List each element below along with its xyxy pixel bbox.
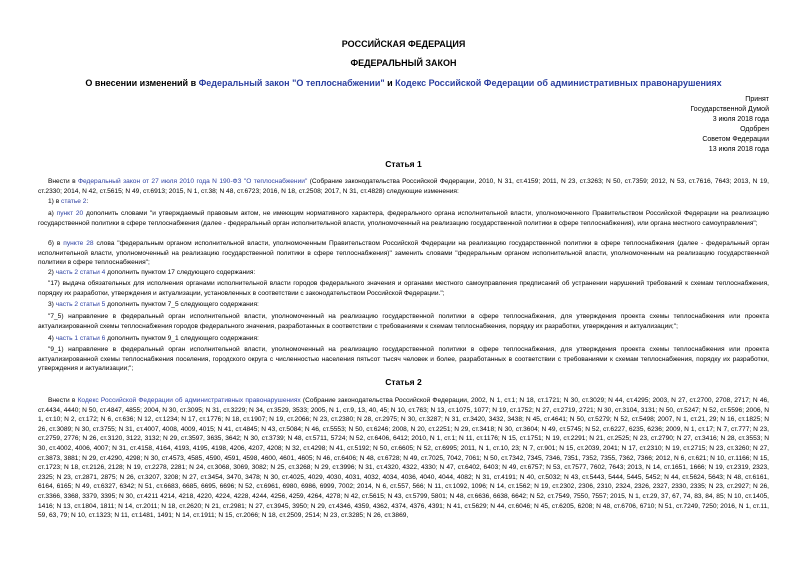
link-heat-supply-law[interactable]: Федеральный закон "О теплоснабжении" [198,78,385,88]
link-point-20[interactable]: пункт 20 [56,210,84,217]
text: 2) [48,269,56,276]
text: слова "федеральным органом исполнительной власти, уполномоченным Правительством Российской Федерации на реализацию государственной политики в сфере теплоснабжения (далее - федеральный орган исполнительной власти, уполномоченный на реализацию государственной политики в сфере теплоснабжения)" заменить словами "федеральным органом исполнительной власти, уполномоченным на реализацию государственной политики в сфере теплоснабжения"; [38,240,770,267]
link-part2-article4[interactable]: часть 2 статьи 4 [55,269,106,276]
link-part2-article5[interactable]: часть 2 статьи 5 [55,301,106,308]
article1-paragraph [38,197,769,207]
link-law-190[interactable]: Федеральный закон от 27 июля 2010 года N 190-ФЗ "О теплоснабжении" [78,178,308,185]
text: дополнить словами "и утверждаемый правовым актом, не имеющим нормативного характера, федерального органа исполнительной власти, уполномоченного Правительством Российской Федерации на реализацию государственной политики в сфере теплоснабжения (далее - федеральный орган исполнительной власти, уполномоченный на реализацию государственной политики в сфере теплоснабжения), или органа местного самоуправления"; [38,210,769,227]
text: (Собрание законодательства Российской Федерации, 2002, N 1, ст.1; N 18, ст.1721; N 30, ст.3029; N 44, ст.4295; 2003, N 27, ст.2700, 2708, 2717; N 46, ст.4434, 4440; N 50, ст.4847, 4855; 2004, N 30, ст.3095; N 31, ст.3229; N 34, ст.3529, 3533; 2005, N 1, ст.9, 13, 40, 45; N 10, ст.763; N 13, ст.1075, 1077; N 19, ст.1752; N 27, ст.2719, 2721; N 30, ст.3104, 3131; N 50, ст.5247; N 52, ст.5596; 2006, N 1, ст.10; N 2, ст.172; N 6, ст.636; N 12, ст.1234; N 17, ст.1776; N 18, ст.1907; N 19, ст.2066; N 23, ст.2380; N 28, ст.2975; N 30, ст.3287; N 31, ст.3420, 3432, 3438; N 45, ст.4641; N 50, ст.5279; N 52, ст.5498; 2007, N 1, ст.21, 29; N 16, ст.1825; N 26, ст.3089; N 30, ст.3755; N 31, ст.4007, 4008, 4009, 4015; N 41, ст.4845; N 43, ст.5084; N 46, ст.5553; N 50, ст.6246; 2008, N 20, ст.2251; N 29, ст.3418; N 30, ст.3604; N 49, ст.5745; N 52, ст.6227, 6235, 6236; 2009, N 1, ст.17; N 7, ст.777; N 23, ст.2759, 2776; N 26, ст.3120, 3122, 3132; N 29, ст.3597, 3635, 3642; N 30, ст.3739; N 48, ст.5711, 5724; N 52, ст.6406, 6412; 2010, N 1, ст.1; N 11, ст.1176; N 15, ст.1751; N 19, ст.2291; N 21, ст.2525; N 23, ст.2790; N 27, ст.3416; N 28, ст.3553; N 30, ст.4002, 4006, 4007; N 31, ст.4158, 4164, 4193, 4195, 4198, 4206, 4207, 4208; N 32, ст.4298; N 41, ст.5192; N 50, ст.6605; N 52, ст.6995; 2011, N 1, ст.10, 23; N 7, ст.901; N 15, ст.2039, 2041; N 17, ст.2310; N 19, ст.2715; N 23, ст.3260; N 27, ст.3873, 3881; N 29, ст.4290, 4298; N 30, ст.4573, 4585, 4590, 4591, 4598, 4600, 4601, 4605; N 46, ст.6406; N 48, ст.6728; N 49, ст.7025, 7042, 7061; N 50, ст.7342, 7345, 7346, 7351, 7352, 7355, 7362, 7366; 2012, N 6, ст.621; N 10, ст.1166; N 15, ст.1723; N 18, ст.2126, 2128; N 19, ст.2278, 2281; N 24, ст.3068, 3069, 3082; N 25, ст.3268; N 29, ст.3996; N 31, ст.4320, 4322, 4330; N 47, ст.6402, 6403; N 49, ст.6757; N 53, ст.7577, 7602, 7643; 2013, N 14, ст.1651, 1666; N 19, ст.2319, 2323, 2325; N 23, ст.2871, 2875; N 26, ст.3207, 3208; N 27, ст.3454, 3470, 3478; N 30, ст.4025, 4029, 4030, 4031, 4032, 4034, 4036, 4040, 4044, 4082; N 31, ст.4191; N 40, ст.5032; N 43, ст.5443, 5444, 5445, 5452; N 44, ст.5624, 5643; N 48, ст.6161, 6164, 6165; N 49, ст.6327, 6342; N 51, ст.6683, 6685, 6695, 6696; N 52, ст.6961, 6980, 6986, 6999, 7002; 2014, N 6, ст.557, 566; N 11, ст.1092, 1096; N 14, ст.1562; N 19, ст.2302, 2306, 2310, 2324, 2326, 2327, 2330, 2335; N 23, ст.2927; N 26, ст.3366, 3368, 3379, 3395; N 30, ст.4211 4214, 4218, 4220, 4224, 4228, 4244, 4256, 4259, 4264, 4278; N 42, ст.5615; N 43, ст.5799, 5801; N 48, ст.6636, 6638, 6642; N 52, ст.7549, 7550, 7557; 2015, N 1, ст.29, 37, 67, 74, 83, 84, 85; N 10, ст.1405, 1416; N 13, ст.1804, 1811; N 14, ст.2011; N 18, ст.2620; N 21, ст.2981; N 27, ст.3945, 3950; N 29, ст.4346, 4359, 4362, 4374, 4376, 4391; N 41, ст.5629; N 44, ст.6046; N 45, ст.6205, 6208; N 48, ст.6706, 6710; N 51, ст.7249, 7250; 2016, N 1, ст.11, 59, 63, 79; N 10, ст.1323; N 11, ст.1481, 1491; N 14, ст.1911; N 15, ст.2066; N 18, ст.2509, 2514; N 23, ст.3285; N 26, ст.3869, [38,397,770,520]
article1-paragraph [38,300,769,310]
text: : [86,198,89,205]
text: Внести в [48,397,78,404]
article1-paragraph [38,268,769,278]
article2-paragraph [38,396,769,521]
text: дополнить пунктом 7_5 следующего содержания: [105,301,259,308]
article1-paragraph [38,209,769,228]
adoption-block [569,95,769,155]
text: дополнить пунктом 9_1 следующего содержания: [105,335,259,342]
link-admin-code-body[interactable]: Кодекс Российской Федерации об административных правонарушениях [77,397,301,404]
link-part1-article6[interactable]: часть 1 статьи 6 [55,335,106,342]
adoption-line: Одобрен [740,126,769,133]
law-title-mid: и [384,78,396,88]
text: дополнить пунктом 17 следующего содержания: [105,269,256,276]
adoption-line: Государственной Думой [690,106,769,113]
adoption-line: Советом Федерации [702,136,769,143]
article1-paragraph: "7_5) направление в федеральный орган исполнительной власти, уполномоченный на реализацию государственной политики в сфере теплоснабжения, для утверждения проекта схемы теплоснабжения или проекта актуализированной схемы теплоснабжения городов федерального значения, разработанных в соответствии с требованиями к схемам теплоснабжения, порядку их разработки, утверждения и актуализации;"; [38,313,769,330]
text: 3) [48,301,56,308]
adoption-line: 3 июля 2018 года [712,116,769,123]
article1-heading: Статья 1 [385,159,422,169]
text: (Собрание законодательства Российской Федерации, 2010, N 31, ст.4159; 2011, N 23, ст.3263; N 50, ст.7359; 2012, N 53, ст.7616, 7643; 2013, N 19, ст.2330; 2014, N 42, ст.5615; N 49, ст.6913; 2015, N 1, ст.38; N 48, ст.6723; 2016, N 18, ст.2508; 2017, N 31, ст.4828) следующие изменения: [38,178,770,195]
link-point-28[interactable]: пункте 28 [63,240,94,247]
article1-paragraph [38,239,769,268]
federation-heading: РОССИЙСКАЯ ФЕДЕРАЦИЯ [341,39,466,49]
article1-paragraph: "9_1) направление в федеральный орган исполнительной власти, уполномоченный на реализацию государственной политики в сфере теплоснабжения, для утверждения проекта схемы теплоснабжения или проекта актуализированной схемы теплоснабжения поселения, городского округа с численностью населения пятьсот тысяч человек и более, разработанных в соответствии с требованиями к схемам теплоснабжения, порядку их разработки, утверждения и актуализации;"; [38,346,769,373]
text: 1) в [48,198,62,205]
article1-paragraph [38,334,769,344]
law-type-heading: ФЕДЕРАЛЬНЫЙ ЗАКОН [350,58,457,68]
text: а) [48,210,57,217]
article2-heading: Статья 2 [385,377,422,387]
article1-paragraph [38,177,769,196]
article1-paragraph: "17) выдача обязательных для исполнения органами исполнительной власти городов федерального значения и органами местного самоуправления предписаний об устранении нарушений требований к схемам теплоснабжения, порядку их разработки, утверждения и актуализации, установленных в соответствии с законодательством Российской Федерации."; [38,280,769,297]
text: Внести в [48,178,78,185]
law-title [0,78,807,88]
link-admin-code[interactable]: Кодекс Российской Федерации об административных правонарушениях [395,78,722,88]
text: 4) [48,335,56,342]
adoption-line: Принят [745,96,769,103]
link-article-2[interactable]: статье 2 [61,198,87,205]
law-title-prefix: О внесении изменений в [85,78,199,88]
adoption-line: 13 июля 2018 года [708,146,769,153]
text: б) в [48,240,64,247]
